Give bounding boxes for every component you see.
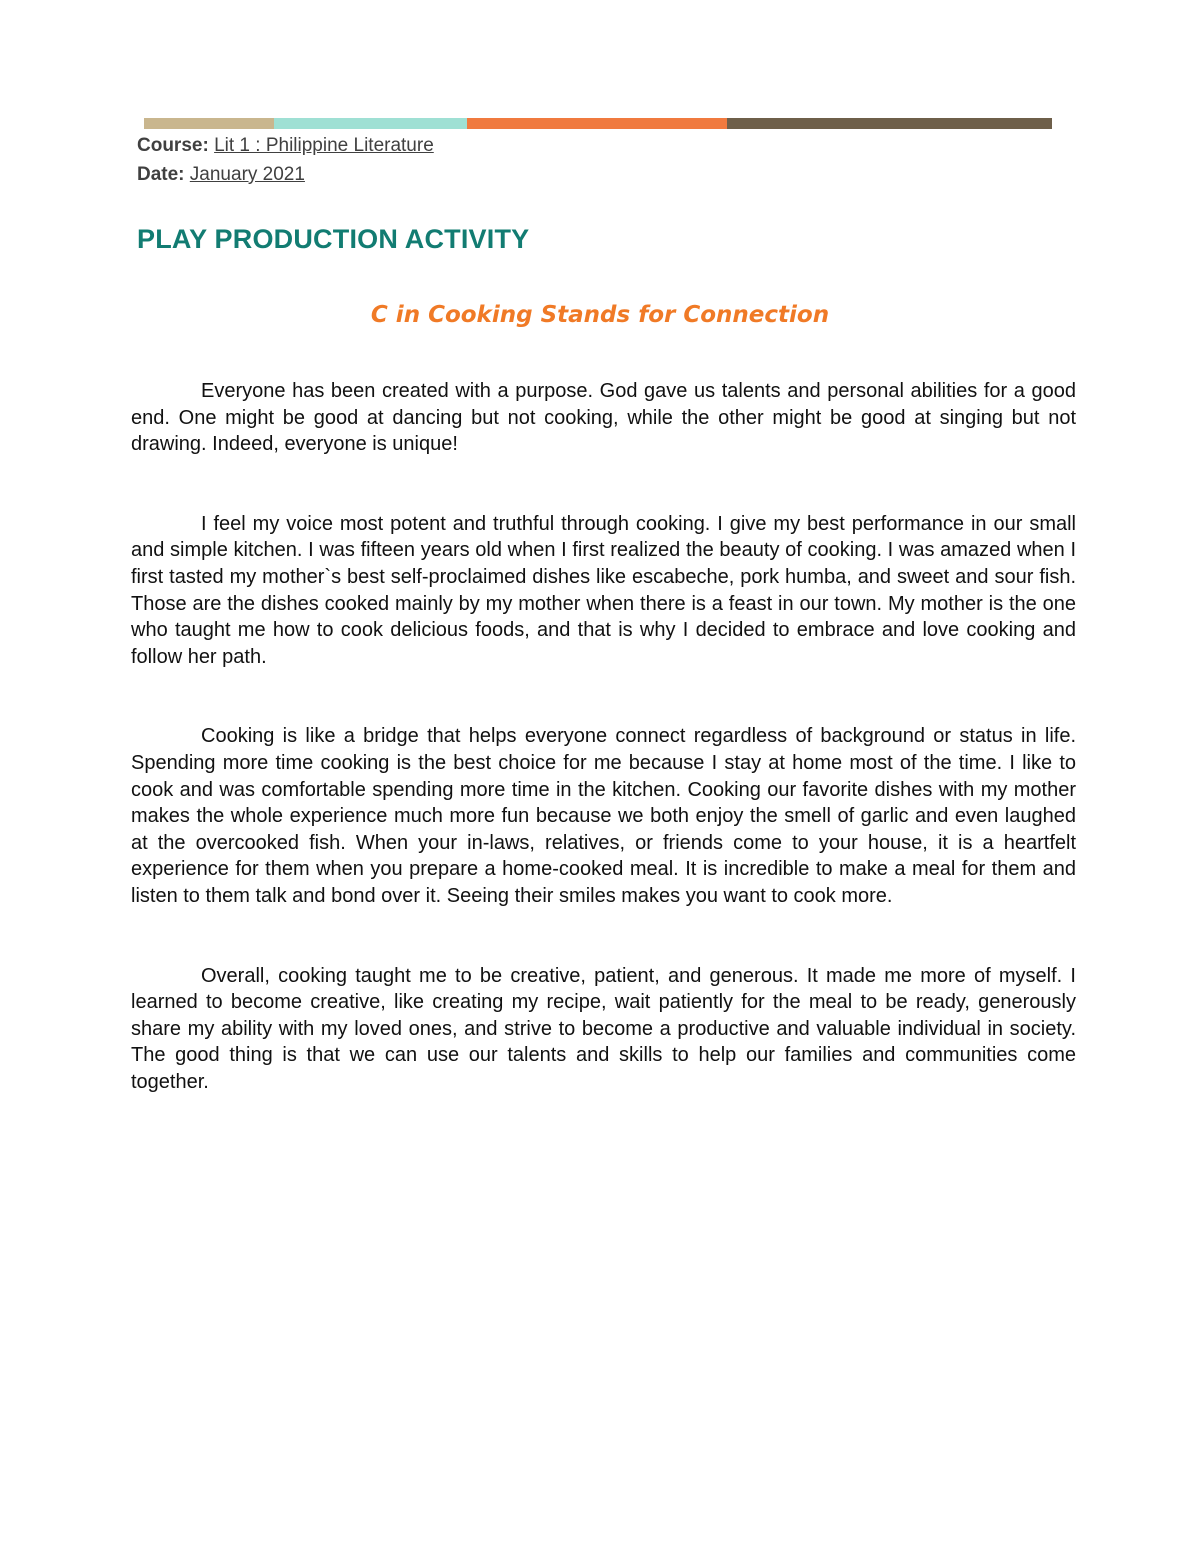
- paragraph-3: Cooking is like a bridge that helps everyone connect regardless of background or status in life. Spending more time cooking is the best choice for me because I stay at home most of the time. I like to cook and was comfortable spending more time in the kitchen. Cooking our favorite dishes with my mother makes the whole experience much more fun because we both enjoy the smell of garlic and even laughed at the overcooked fish. When your in-laws, relatives, or friends come to your house, it is a heartfelt experience for them when you prepare a home-cooked meal. It is incredible to make a meal for them and listen to them talk and bond over it. Seeing their smiles makes you want to cook more.: [131, 725, 1076, 907]
- date-label: Date:: [137, 164, 185, 185]
- color-bar-segment-orange: [467, 118, 727, 129]
- header-color-bar: [144, 118, 1052, 129]
- date-value: January 2021: [189, 164, 305, 185]
- paragraph-2: I feel my voice most potent and truthful through cooking. I give my best performance in our small and simple kitchen. I was fifteen years old when I first realized the beauty of cooking. I was amazed when I first tasted my mother`s best self-proclaimed dishes like escabeche, pork humba, and sweet and sour fish. Those are the dishes cooked mainly by my mother when there is a feast in our town. My mother is the one who taught me how to cook delicious foods, and that is why I decided to embrace and love cooking and follow her path.: [131, 512, 1076, 668]
- page-title: PLAY PRODUCTION ACTIVITY: [137, 224, 530, 254]
- document-meta: [137, 131, 434, 189]
- course-value: Lit 1 : Philippine Literature: [214, 135, 434, 156]
- essay-subtitle: C in Cooking Stands for Connection: [370, 302, 830, 328]
- essay-body: [131, 378, 1076, 1148]
- color-bar-segment-brown: [727, 118, 1052, 129]
- paragraph-1: Everyone has been created with a purpose. God gave us talents and personal abilities for a good end. One might be good at dancing but not cooking, while the other might be good at singing but not drawing. Indeed, everyone is unique!: [131, 380, 1076, 456]
- course-line: [137, 131, 434, 160]
- color-bar-segment-tan: [144, 118, 274, 129]
- color-bar-segment-aqua: [274, 118, 467, 129]
- paragraph-4: Overall, cooking taught me to be creative, patient, and generous. It made me more of myself. I learned to become creative, like creating my recipe, wait patiently for the meal to be ready, generously share my ability with my loved ones, and strive to become a productive and valuable individual in society. The good thing is that we can use our talents and skills to help our families and communities come together.: [131, 964, 1076, 1093]
- course-label: Course:: [137, 135, 209, 156]
- date-line: [137, 160, 434, 189]
